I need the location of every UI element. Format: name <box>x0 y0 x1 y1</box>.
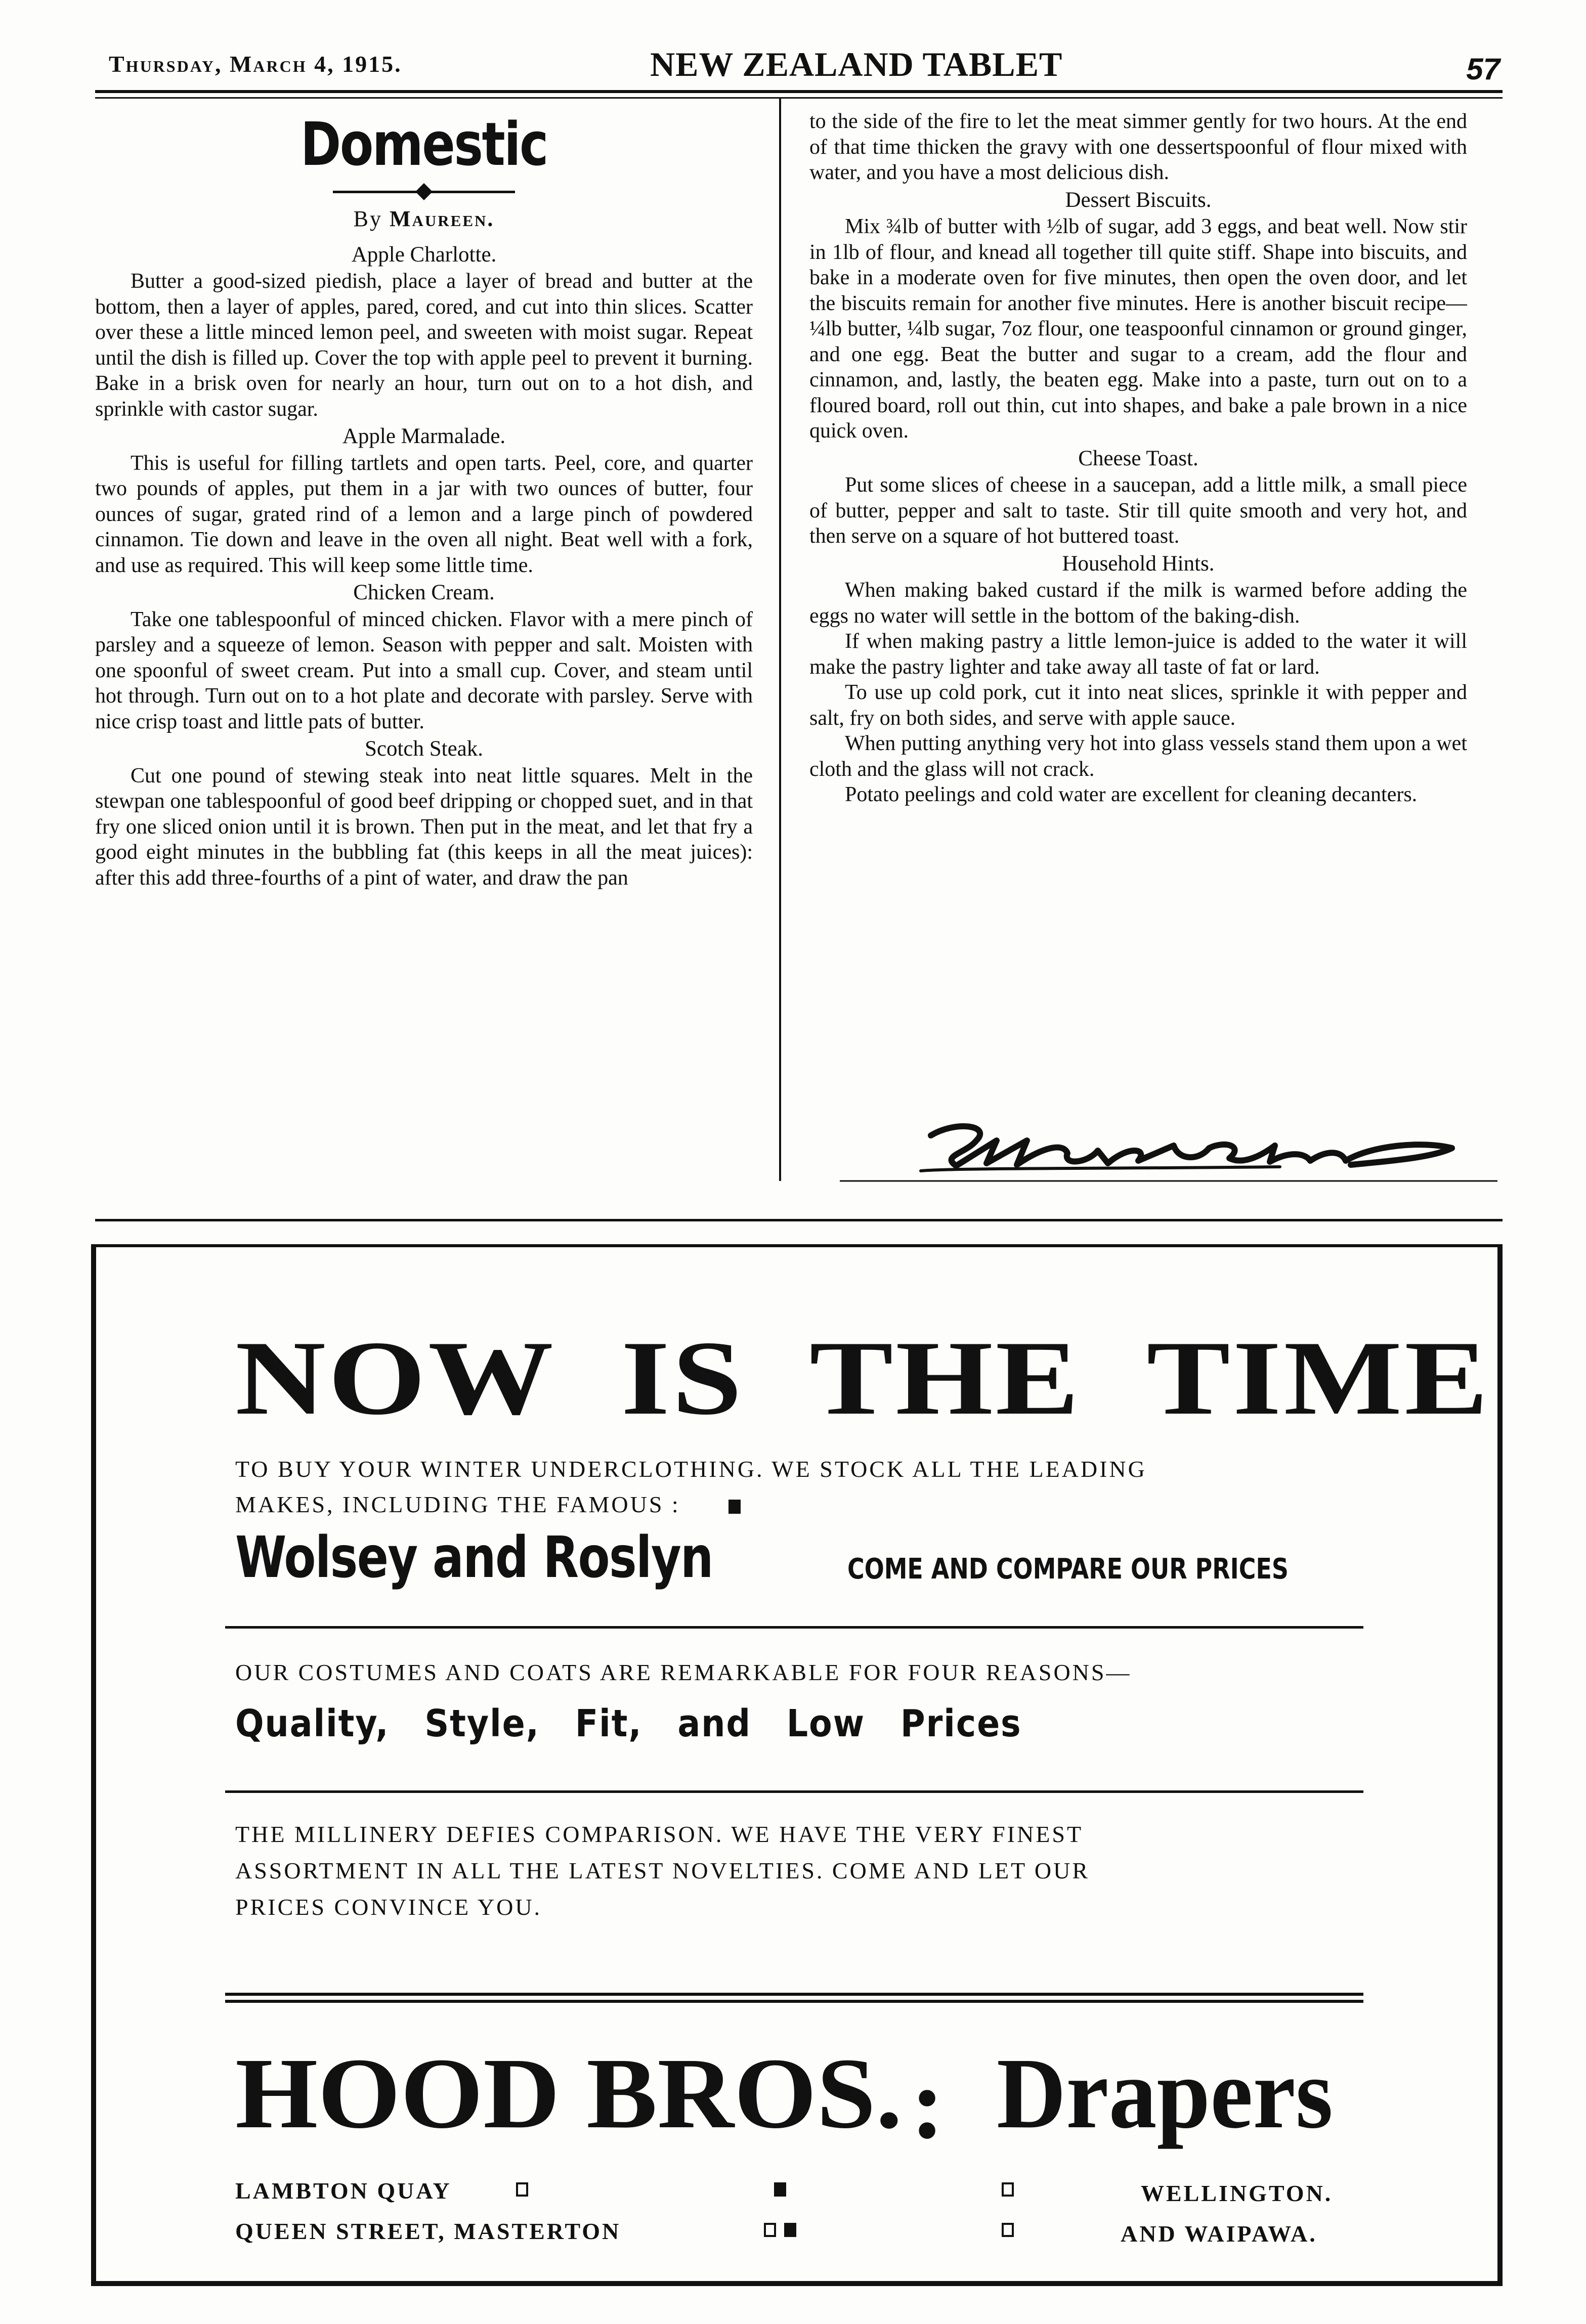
ornament-icon <box>1002 2223 1014 2237</box>
paper-title: NEW ZEALAND TABLET <box>650 45 1063 83</box>
masthead <box>109 45 1500 90</box>
byline-prefix: By <box>353 206 382 231</box>
ad-millinery: THE MILLINERY DEFIES COMPARISON. WE HAVE THE VERY FINEST <box>235 1821 1084 1847</box>
right-column <box>809 109 1467 1186</box>
recipe-heading: Apple Charlotte. <box>351 242 497 267</box>
hint-item: When making baked custard if the milk is warmed before adding the eggs no water will settle in the bottom of the baking-dish. <box>809 579 1467 628</box>
ad-qualities <box>235 1702 1021 1745</box>
company-name: HOOD BROS. <box>235 2038 903 2150</box>
recipe-body: Butter a good-sized piedish, place a layer of bread and butter at the bottom, then a layer of apples, pared, cored, and cut into thin slices. Scatter over these a little minced lemon peel, and sweeten with moist sugar. Repeat until the dish is filled up. Cover the top with apple peel to prevent it burning. Bake in a brisk oven for nearly an hour, turn out on to a hot dish, and sprinkle with castor sugar. <box>95 270 753 421</box>
ad-headline: NOW IS THE TIME <box>235 1320 1491 1437</box>
hint-item: When putting anything very hot into glass vessels stand them upon a wet cloth and the glass will not crack. <box>809 732 1467 781</box>
hints-heading: Household Hints. <box>1062 551 1215 576</box>
issue-date: Thursday, March 4, 1915. <box>109 51 402 77</box>
company-trade: Drapers <box>997 2038 1333 2150</box>
quality-word: Style, <box>424 1702 540 1745</box>
hood-bros-advert <box>91 1244 1503 2286</box>
ad-double-rule <box>225 2000 1363 2003</box>
page-number: 57 <box>1466 52 1500 86</box>
hint-item: Potato peelings and cold water are excellent for cleaning decanters. <box>845 783 1418 806</box>
ad-brands: Wolsey and Roslyn <box>235 1525 713 1591</box>
ornament-icon <box>764 2223 776 2237</box>
quality-word: Prices <box>900 1702 1022 1745</box>
ad-line-text: MAKES, INCLUDING THE FAMOUS : <box>235 1492 680 1517</box>
masthead-rule-thick <box>95 90 1503 93</box>
quality-word: Fit, <box>575 1702 642 1745</box>
title-ornament <box>333 181 515 201</box>
quality-word: and <box>677 1702 751 1745</box>
ad-compare: COME AND COMPARE OUR PRICES <box>847 1553 1289 1586</box>
recipe-body: This is useful for filling tartlets and open tarts. Peel, core, and quarter two pounds of apples, put them in a jar with two ounces of butter, four ounces of sugar, grated rind of a lemon and a large pinch of powdered cinnamon. Tie down and leave in the oven all night. Beat well with a fork, and use as required. This will keep some little time. <box>95 451 753 577</box>
address-street: QUEEN STREET, MASTERTON <box>235 2218 621 2244</box>
ad-divider <box>225 1790 1363 1793</box>
quality-word: Quality, <box>235 1702 390 1745</box>
quality-word: Low <box>786 1702 865 1745</box>
recipe-heading: Apple Marmalade. <box>342 424 506 448</box>
recipe-heading: Cheese Toast. <box>1078 446 1198 470</box>
ad-line: TO BUY YOUR WINTER UNDERCLOTHING. WE STOCK ALL THE LEADING <box>235 1456 1147 1482</box>
hint-item: If when making pastry a little lemon-juice is added to the water it will make the pastry lighter and take away all taste of fat or lard. <box>809 630 1467 679</box>
recipe-body: Mix ¾lb of butter with ½lb of sugar, add 3 eggs, and beat well. Now stir in 1lb of flour, and knead all together till quite stiff. Shape into biscuits, and bake in a moderate oven for five minutes, then open the oven door, and let the biscuits remain for another five minutes. Here is another biscuit recipe—¼lb butter, ¼lb sugar, 7oz flour, one teaspoonful cinnamon or ground ginger, and one egg. Beat the butter and sugar to a cream, add the flour and cinnamon, and, lastly, the beaten egg. Make into a paste, turn out on to a floured board, roll out thin, cut into shapes, and bake a pale brown in a nice quick oven. <box>809 215 1467 443</box>
recipe-body: Cut one pound of stewing steak into neat little squares. Melt in the stewpan one tablespoonful of good beef dripping or chopped suet, and in that fry one sliced onion until it is brown. Then put in the meat, and let that fry a good eight minutes in the bubbling fat (this keeps in all the meat juices): after this add three-fourths of a pint of water, and draw the pan <box>95 764 753 890</box>
byline <box>95 206 753 232</box>
column-divider <box>779 99 781 1181</box>
recipe-body: Take one tablespoonful of minced chicken. Flavor with a mere pinch of parsley and a squeeze of lemon. Season with pepper and salt. Moisten with one spoonful of sweet cream. Put into a small cup. Cover, and steam until hot through. Turn out on to a hot plate and decorate with parsley. Serve with nice crisp toast and little pats of butter. <box>95 607 753 733</box>
ad-divider <box>225 1626 1363 1629</box>
ad-millinery: PRICES CONVINCE YOU. <box>235 1894 542 1920</box>
ornament-icon <box>774 2182 786 2197</box>
address-city: AND WAIPAWA. <box>1121 2221 1317 2247</box>
recipe-heading: Dessert Biscuits. <box>1065 188 1212 212</box>
column-title: Domestic <box>301 109 547 179</box>
masthead-rule-thin <box>95 97 1503 99</box>
left-column <box>95 101 753 1178</box>
address-city: WELLINGTON. <box>1141 2180 1333 2206</box>
ornament-icon <box>516 2182 528 2197</box>
recipe-body: Put some slices of cheese in a saucepan, add a little milk, a small piece of butter, pepper and salt to taste. Stir till quite smooth and very hot, and then serve on a square of hot buttered toast. <box>809 473 1467 548</box>
section-rule <box>95 1219 1503 1221</box>
ad-costumes: OUR COSTUMES AND COATS ARE REMARKABLE FOR FOUR REASONS— <box>235 1659 1132 1685</box>
ad-separator: : <box>911 2048 945 2160</box>
address-street: LAMBTON QUAY <box>235 2178 452 2204</box>
recipe-continuation: to the side of the fire to let the meat simmer gently for two hours. At the end of that time thicken the gravy with one dessertspoonful of flour mixed with water, and you have a most delicious dish. <box>809 110 1467 184</box>
hint-item: To use up cold pork, cut it into neat slices, sprinkle it with pepper and salt, fry on both sides, and serve with apple sauce. <box>809 681 1467 730</box>
recipe-heading: Scotch Steak. <box>364 737 484 761</box>
ad-millinery: ASSORTMENT IN ALL THE LATEST NOVELTIES. COME AND LET OUR <box>235 1858 1090 1883</box>
signature <box>825 1105 1503 1186</box>
ad-double-rule <box>225 1993 1363 1996</box>
ornament-icon <box>1002 2182 1014 2197</box>
ornament-icon <box>728 1500 741 1514</box>
recipe-heading: Chicken Cream. <box>353 581 495 604</box>
ornament-icon <box>784 2223 796 2237</box>
ad-line <box>235 1491 741 1518</box>
byline-name: Maureen. <box>389 206 495 231</box>
